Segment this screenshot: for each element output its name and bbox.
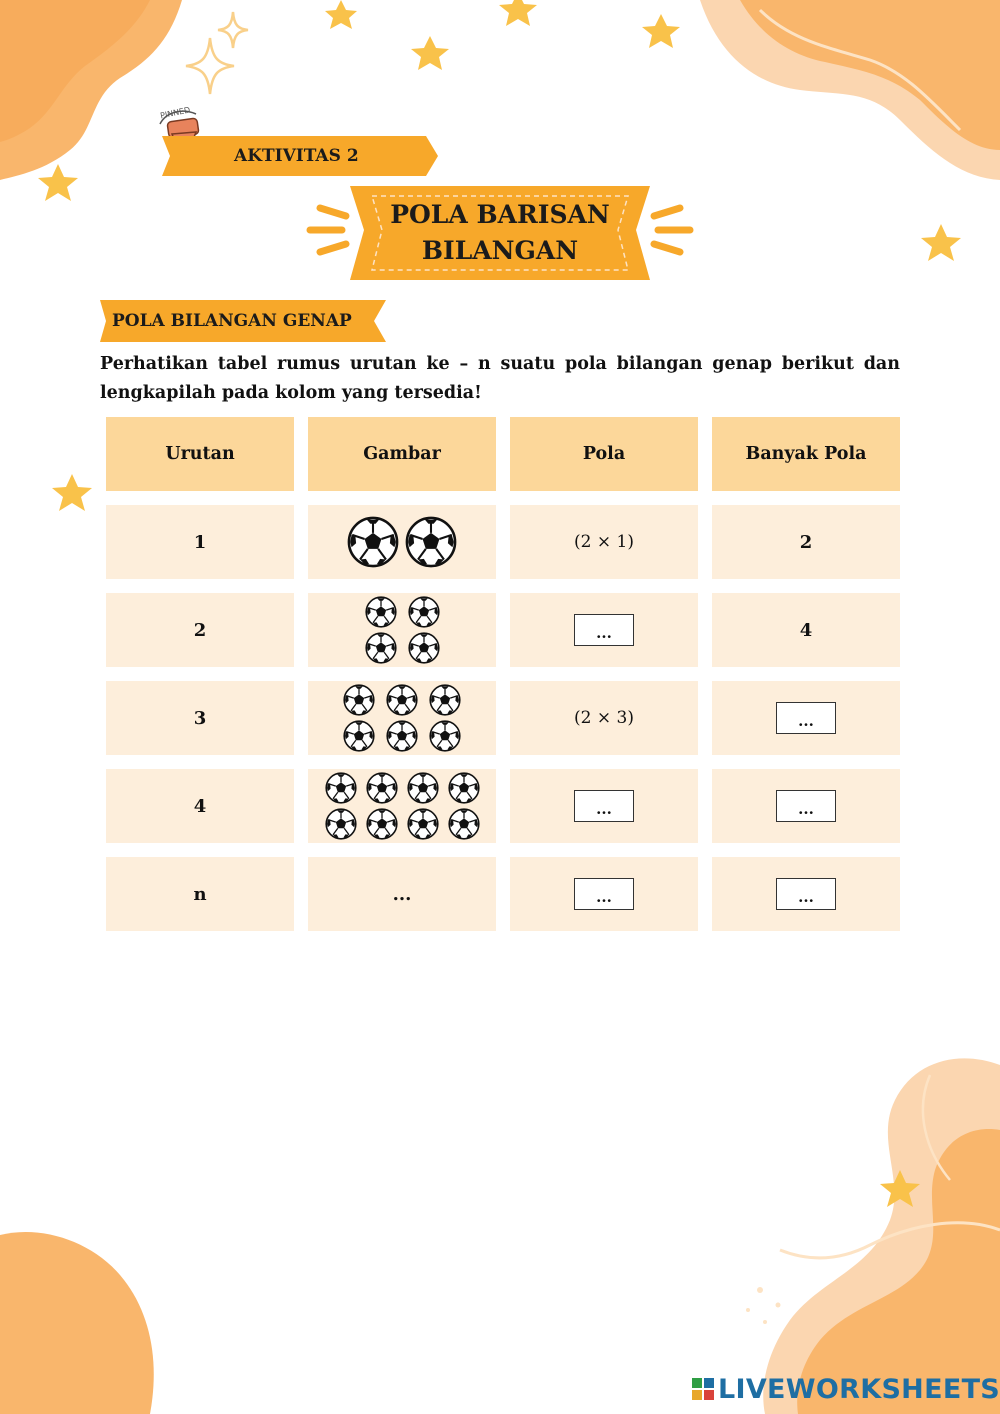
section-label: POLA BILANGAN GENAP	[112, 311, 352, 331]
liveworksheets-logo-icon	[692, 1378, 714, 1400]
soccer-ball-icon	[405, 516, 457, 568]
cell-gambar	[308, 505, 496, 579]
cell-gambar	[308, 857, 496, 931]
cell-gambar	[308, 769, 496, 843]
soccer-ball-icon	[448, 808, 480, 840]
section-ribbon	[100, 300, 386, 342]
urutan-value: 1	[193, 531, 207, 553]
title-banner	[306, 182, 694, 284]
activity-label: AKTIVITAS 2	[234, 146, 359, 166]
ball-group	[343, 684, 461, 752]
soccer-ball-icon	[407, 772, 439, 804]
liveworksheets-logo	[692, 1372, 1000, 1406]
urutan-value: 3	[193, 707, 207, 729]
soccer-ball-icon	[343, 684, 375, 716]
table-header-urutan: Urutan	[106, 417, 294, 491]
cell-pola	[510, 857, 698, 931]
pin-caption: PINNED	[159, 105, 192, 121]
banyak-pola-answer-box[interactable]: ...	[776, 790, 836, 822]
cell-pola	[510, 769, 698, 843]
soccer-ball-icon	[343, 720, 375, 752]
soccer-ball-icon	[325, 808, 357, 840]
soccer-ball-icon	[325, 772, 357, 804]
banyak-pola-value: 2	[799, 531, 813, 553]
soccer-ball-icon	[408, 632, 440, 664]
cell-banyak-pola	[712, 681, 900, 755]
pola-answer-box[interactable]: ...	[574, 790, 634, 822]
cell-urutan	[106, 681, 294, 755]
soccer-ball-icon	[366, 808, 398, 840]
instruction-text: Perhatikan tabel rumus urutan ke – n suatu pola bilangan genap berikut dan lengkapilah pada kolom yang tersedia!	[100, 354, 900, 403]
soccer-ball-icon	[429, 684, 461, 716]
banyak-pola-answer-box[interactable]: ...	[776, 878, 836, 910]
cell-banyak-pola	[712, 505, 900, 579]
soccer-ball-icon	[347, 516, 399, 568]
cell-pola	[510, 681, 698, 755]
cell-gambar	[308, 681, 496, 755]
urutan-value: 2	[193, 619, 207, 641]
table-header-gambar: Gambar	[308, 417, 496, 491]
gambar-placeholder: ...	[392, 883, 412, 905]
title-line-2: BILANGAN	[421, 236, 579, 265]
soccer-ball-icon	[366, 772, 398, 804]
cell-pola	[510, 593, 698, 667]
ball-group	[325, 772, 480, 840]
cell-urutan	[106, 769, 294, 843]
pola-expression: (2 × 3)	[574, 708, 634, 728]
cell-urutan	[106, 505, 294, 579]
activity-ribbon	[162, 136, 438, 176]
ball-group	[365, 596, 440, 664]
cell-pola	[510, 505, 698, 579]
soccer-ball-icon	[448, 772, 480, 804]
banyak-pola-value: 4	[799, 619, 813, 641]
title-line-1: POLA BARISAN	[390, 200, 610, 229]
ball-group	[347, 516, 457, 568]
cell-banyak-pola	[712, 593, 900, 667]
soccer-ball-icon	[386, 720, 418, 752]
cell-banyak-pola	[712, 769, 900, 843]
liveworksheets-wordmark: LIVEWORKSHEETS	[718, 1373, 1000, 1405]
urutan-value: n	[193, 883, 207, 905]
soccer-ball-icon	[365, 632, 397, 664]
table-header-banyak: Banyak Pola	[712, 417, 900, 491]
pola-answer-box[interactable]: ...	[574, 878, 634, 910]
soccer-ball-icon	[407, 808, 439, 840]
soccer-ball-icon	[365, 596, 397, 628]
pola-expression: (2 × 1)	[574, 532, 634, 552]
cell-gambar	[308, 593, 496, 667]
soccer-ball-icon	[386, 684, 418, 716]
banyak-pola-answer-box[interactable]: ...	[776, 702, 836, 734]
table-header-pola: Pola	[510, 417, 698, 491]
cell-banyak-pola	[712, 857, 900, 931]
soccer-ball-icon	[408, 596, 440, 628]
soccer-ball-icon	[429, 720, 461, 752]
page-title	[306, 197, 694, 269]
cell-urutan	[106, 593, 294, 667]
pola-answer-box[interactable]: ...	[574, 614, 634, 646]
cell-urutan	[106, 857, 294, 931]
urutan-value: 4	[193, 795, 207, 817]
